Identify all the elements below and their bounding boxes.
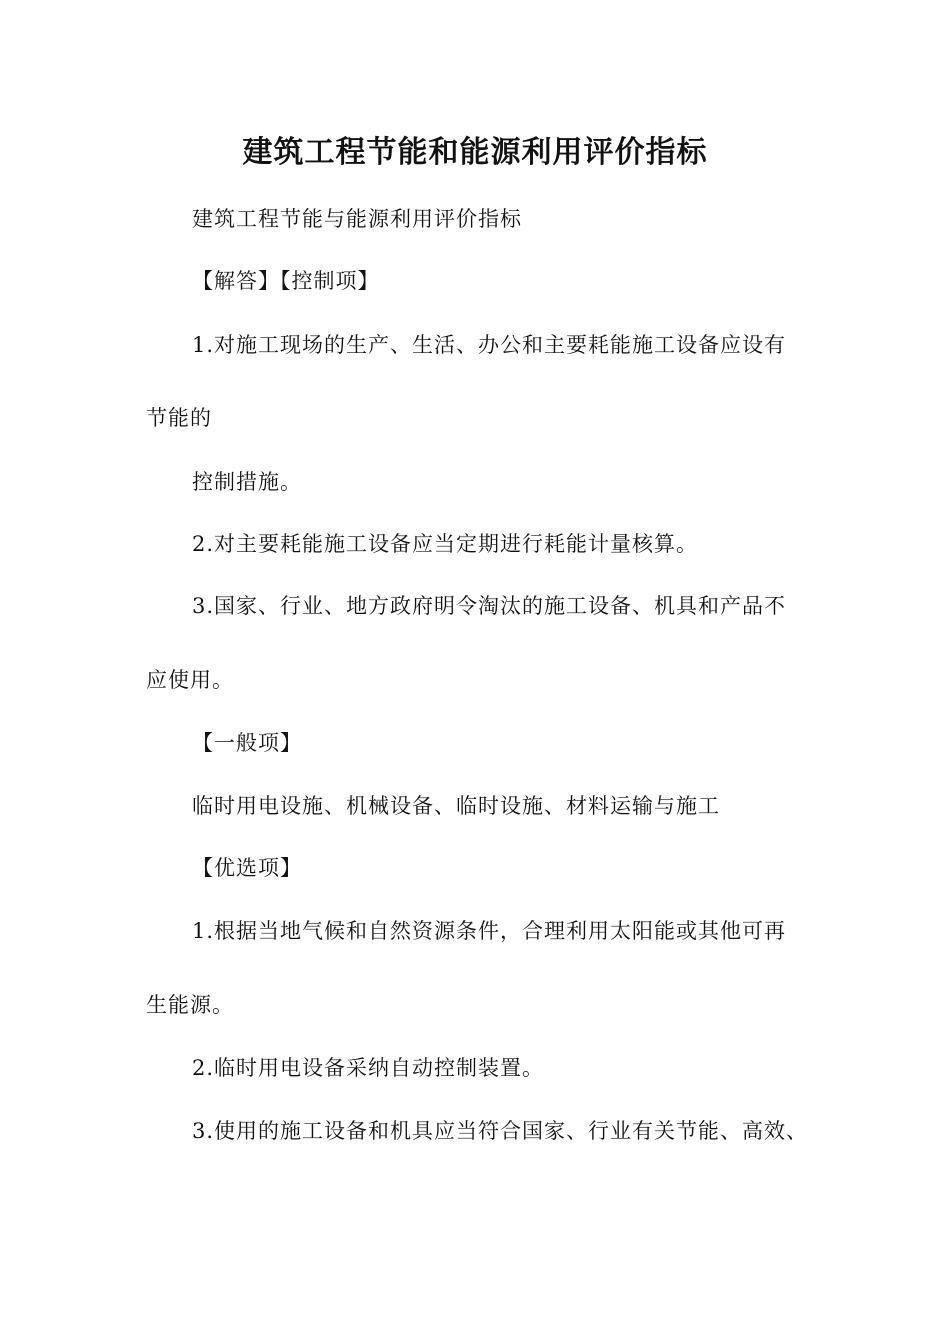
paragraph-line: 生能源。 [146, 993, 234, 1017]
subtitle-line: 建筑工程节能与能源利用评价指标 [192, 207, 522, 231]
paragraph-line: 2.对主要耗能施工设备应当定期进行耗能计量核算。 [192, 532, 699, 556]
paragraph-line: 临时用电设施、机械设备、临时设施、材料运输与施工 [192, 794, 720, 818]
paragraph-line: 3.国家、行业、地方政府明令淘汰的施工设备、机具和产品不 [192, 594, 787, 618]
paragraph-line: 3.使用的施工设备和机具应当符合国家、行业有关节能、高效、 [192, 1119, 809, 1143]
paragraph-line: 应使用。 [146, 668, 234, 692]
paragraph-line: 控制措施。 [192, 470, 302, 494]
paragraph-line: 1.对施工现场的生产、生活、办公和主要耗能施工设备应设有 [192, 333, 787, 357]
section-heading-general: 【一般项】 [192, 731, 302, 755]
paragraph-line: 节能的 [146, 406, 212, 430]
section-heading-preferred: 【优选项】 [192, 856, 302, 880]
section-heading-control: 【解答】【控制项】 [192, 269, 380, 293]
paragraph-line: 2.临时用电设备采纳自动控制装置。 [192, 1056, 545, 1080]
document-title: 建筑工程节能和能源利用评价指标 [242, 135, 708, 170]
paragraph-line: 1.根据当地气候和自然资源条件，合理利用太阳能或其他可再 [192, 919, 787, 943]
